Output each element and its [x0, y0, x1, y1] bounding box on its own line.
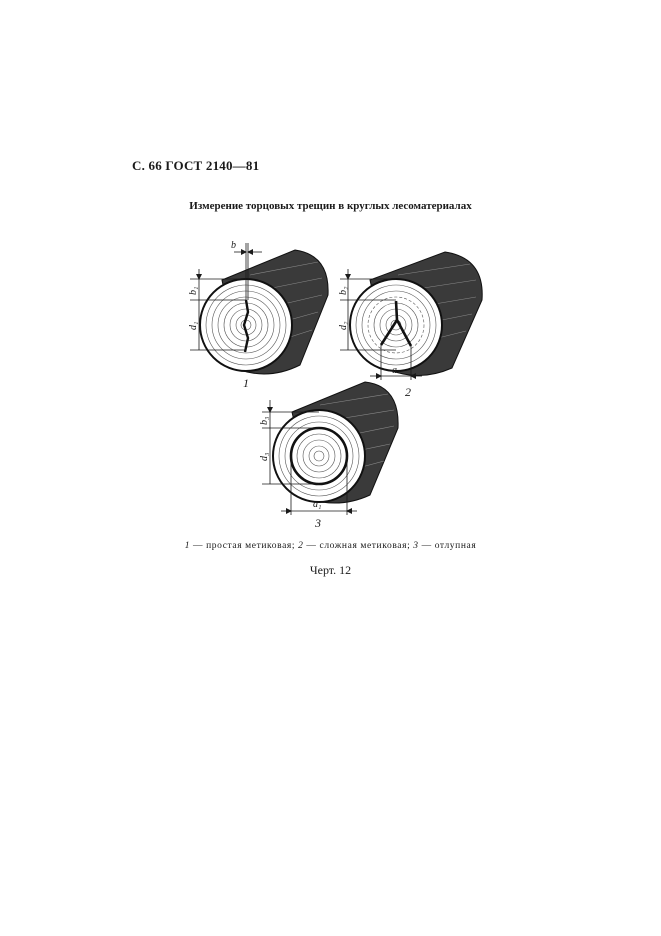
log-3-label-d3: d₃ — [259, 452, 270, 461]
chart-number: Черт. 12 — [309, 563, 352, 577]
caption-text-3: — отлупная — [418, 541, 477, 551]
log-3-number: 3 — [315, 516, 321, 530]
log-1-label-b: b — [231, 240, 236, 251]
caption-text-2: — сложная метиковая; — [303, 541, 414, 551]
log-3-label-b3: b₃ — [259, 416, 270, 425]
page-header: С. 66 ГОСТ 2140—81 — [132, 158, 260, 173]
caption-text-1: — простая метиковая; — [190, 541, 299, 551]
log-3 — [259, 382, 398, 530]
log-2 — [338, 252, 482, 399]
log-1 — [188, 240, 328, 390]
caption-num-3: 3 — [413, 541, 419, 551]
caption-num-2: 2 — [298, 541, 304, 551]
log-2-number: 2 — [405, 385, 411, 399]
log-1-number: 1 — [243, 376, 249, 390]
caption-num-1: 1 — [184, 541, 191, 551]
log-3-end-face — [273, 410, 365, 502]
log-3-label-a1: a₁ — [313, 499, 322, 510]
log-1-label-b1: b₁ — [188, 286, 199, 295]
log-2-label-b2: b₂ — [338, 286, 349, 295]
figure-title: Измерение торцовых трещин в круглых лесоматериалах — [189, 200, 472, 212]
log-2-end-face — [350, 279, 442, 371]
log-2-label-a: a — [392, 365, 397, 376]
log-1-label-d1: d₁ — [188, 321, 199, 330]
figure-caption — [0, 541, 661, 551]
log-2-label-d2: d₂ — [338, 321, 349, 330]
